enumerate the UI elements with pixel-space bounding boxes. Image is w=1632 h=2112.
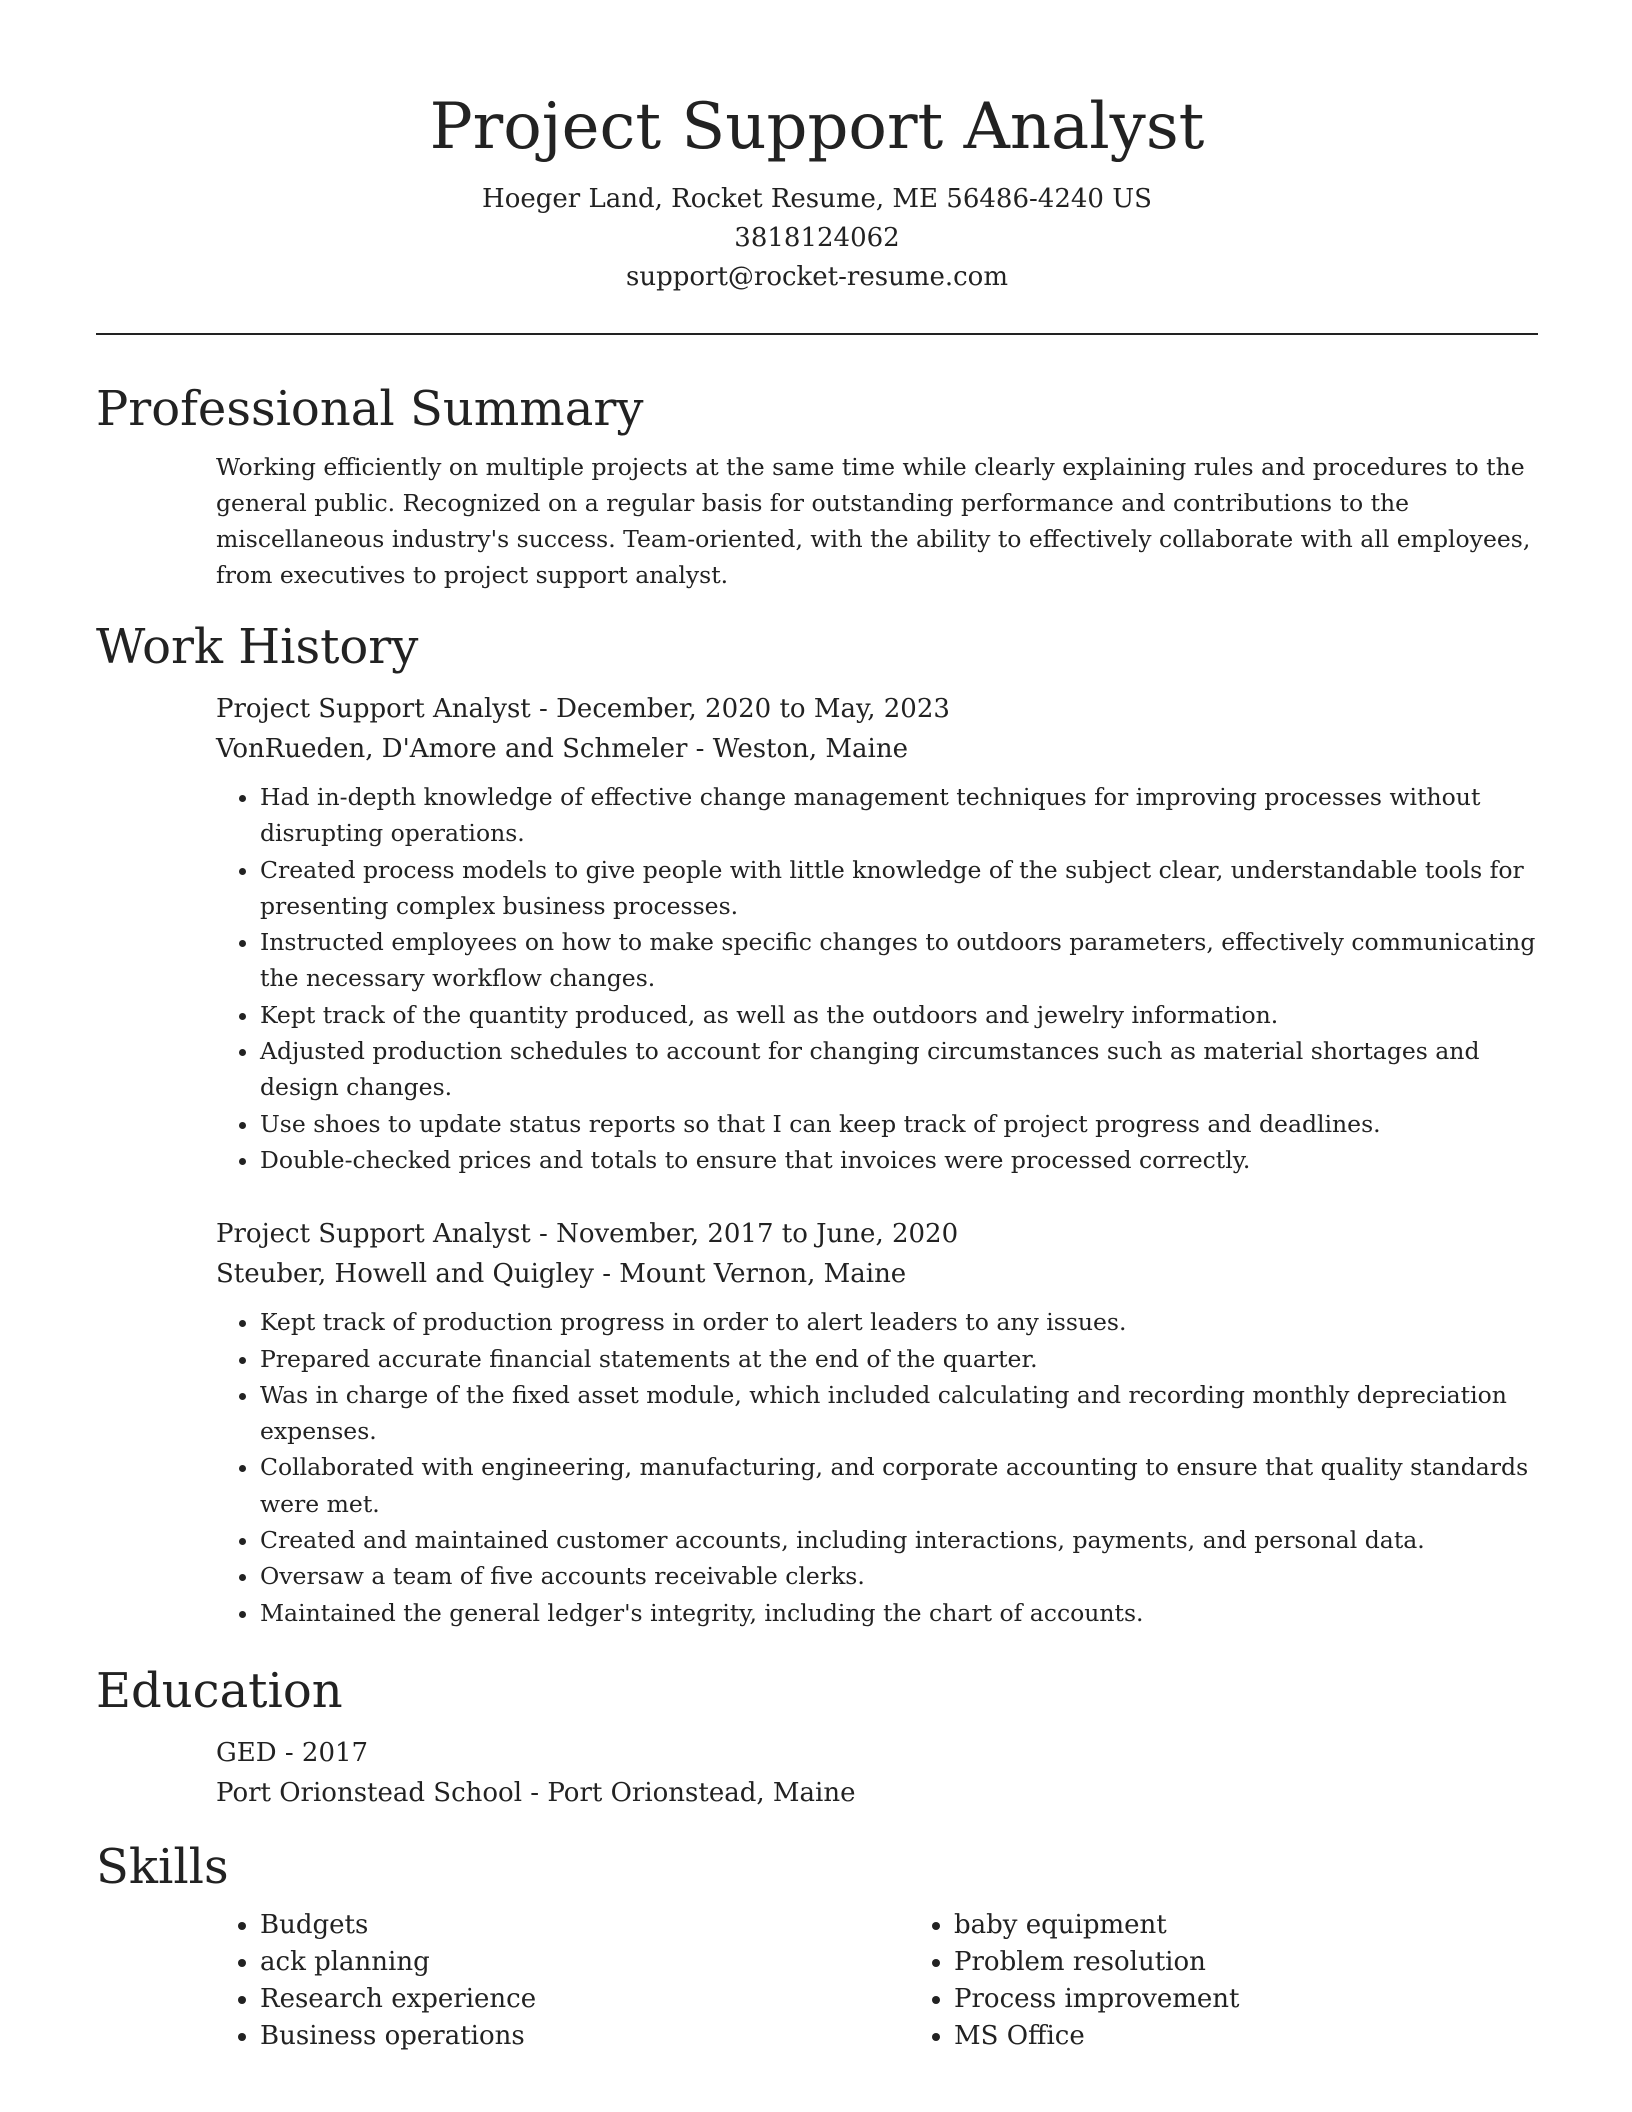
education-heading: Education: [96, 1662, 343, 1719]
job-company: Steuber, Howell and Quigley: [216, 1259, 594, 1290]
job-company: VonRueden, D'Amore and Schmeler: [216, 734, 688, 764]
job-role-line: [216, 689, 1538, 729]
job-bullet: • Collaborated with engineering, manufacturing, and corporate accounting to ensure that quality standards were met.: [260, 1449, 1538, 1522]
job-company-line: [216, 1254, 1538, 1294]
job-bullet: • Created and maintained customer accounts, including interactions, payments, and personal data.: [260, 1522, 1538, 1558]
summary-text: Working efficiently on multiple projects at the same time while clearly explaining rules and procedures to the general public. Recognized on a regular basis for outstanding performance and contributions to the miscellaneous industry's success. Team-oriented, with the ability to effectively collaborate with all employees, from executives to project support analyst.: [216, 453, 1531, 589]
job-entry: [216, 689, 1538, 1178]
education-school-line: [216, 1773, 1538, 1813]
contact-phone: 3818124062: [734, 223, 900, 253]
job-bullet: • Use shoes to update status reports so that I can keep track of project progress and deadlines.: [260, 1106, 1538, 1142]
education-degree: GED - 2017: [216, 1737, 369, 1768]
job-bullet: • Was in charge of the fixed asset module, which included calculating and recording monthly depreciation expenses.: [260, 1377, 1538, 1450]
resume-header: [96, 0, 1538, 297]
skill-item: • MS Office: [954, 2018, 1514, 2055]
education-location: - Port Orionstead, Maine: [522, 1777, 856, 1808]
education-school: Port Orionstead School: [216, 1777, 523, 1808]
skill-item: • Research experience: [260, 1981, 910, 2018]
contact-info: [96, 180, 1538, 297]
skill-item: • ack planning: [260, 1944, 910, 1981]
skills-column-right: [910, 1907, 1514, 2055]
job-location: - Weston, Maine: [687, 734, 908, 764]
job-bullet: • Prepared accurate financial statements at the end of the quarter.: [260, 1341, 1538, 1377]
job-bullet: • Double-checked prices and totals to ensure that invoices were processed correctly.: [260, 1142, 1538, 1178]
skills-column-left: [216, 1907, 910, 2055]
job-bullet: • Kept track of the quantity produced, as well as the outdoors and jewelry information.: [260, 997, 1538, 1033]
skills-grid: [216, 1907, 1538, 2055]
skill-item: • Budgets: [260, 1907, 910, 1944]
job-bullet: • Maintained the general ledger's integrity, including the chart of accounts.: [260, 1595, 1538, 1631]
job-dates: - December, 2020 to May, 2023: [530, 694, 950, 724]
job-company-line: [216, 729, 1538, 769]
skill-item: • baby equipment: [954, 1907, 1514, 1944]
skill-item: • Business operations: [260, 2018, 910, 2055]
job-role: Project Support Analyst: [216, 1219, 531, 1250]
job-location: - Mount Vernon, Maine: [593, 1259, 907, 1290]
job-bullets: [216, 779, 1538, 1178]
education-entry: [216, 1733, 1538, 1813]
job-dates: - November, 2017 to June, 2020: [530, 1219, 959, 1250]
contact-address: Hoeger Land, Rocket Resume, ME 56486-4240 US: [482, 184, 1152, 214]
header-divider: [96, 333, 1538, 335]
job-role: Project Support Analyst: [216, 694, 531, 724]
job-bullet: • Adjusted production schedules to account for changing circumstances such as material shortages and design changes.: [260, 1033, 1538, 1106]
job-bullet: • Had in-depth knowledge of effective change management techniques for improving processes without disrupting operations.: [260, 779, 1538, 852]
skills-heading: Skills: [96, 1838, 229, 1895]
resume-page: [96, 0, 1538, 2055]
contact-email: support@rocket-resume.com: [625, 262, 1008, 292]
work-history-heading: Work History: [96, 619, 419, 675]
job-bullets: [216, 1304, 1538, 1631]
skill-item: • Problem resolution: [954, 1944, 1514, 1981]
summary-heading: Professional Summary: [96, 381, 644, 437]
job-bullet: • Created process models to give people with little knowledge of the subject clear, understandable tools for presenting complex business processes.: [260, 852, 1538, 925]
job-bullet: • Oversaw a team of five accounts receivable clerks.: [260, 1558, 1538, 1594]
candidate-title: Project Support Analyst: [429, 90, 1205, 164]
job-bullet: • Instructed employees on how to make specific changes to outdoors parameters, effectively communicating the necessary workflow changes.: [260, 924, 1538, 997]
job-role-line: [216, 1214, 1538, 1254]
job-entry: [216, 1214, 1538, 1631]
job-bullet: • Kept track of production progress in order to alert leaders to any issues.: [260, 1304, 1538, 1340]
skill-item: • Process improvement: [954, 1981, 1514, 2018]
